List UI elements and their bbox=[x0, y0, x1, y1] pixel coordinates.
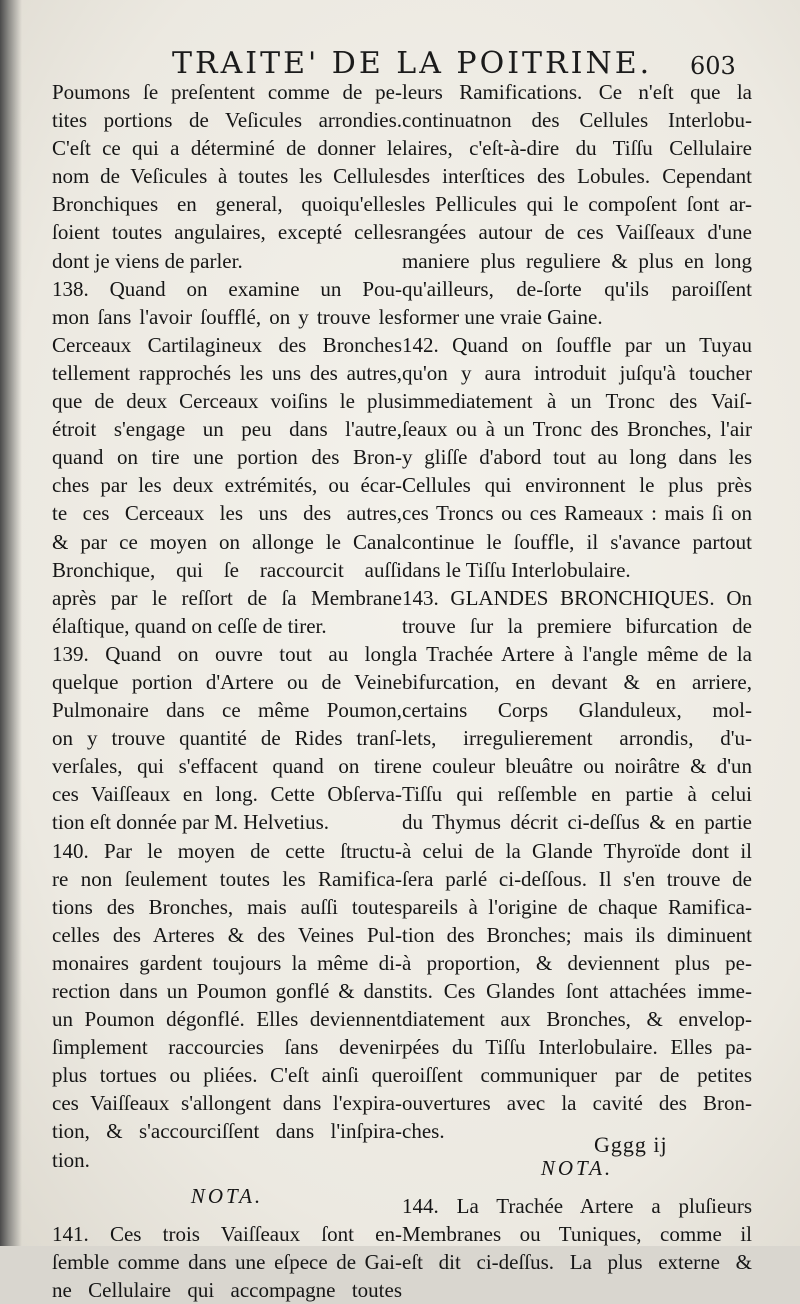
text-line: ſera parlé ci-deſſous. Il s'en trouve de bbox=[402, 866, 752, 891]
text-line: Pulmonaire dans ce même Poumon, bbox=[52, 698, 402, 723]
text-line: à proportion, & deviennent plus pe- bbox=[402, 950, 752, 975]
text-line: laires, c'eſt-à-dire du Tiſſu Cellulaire bbox=[402, 136, 752, 161]
text-line: ces Vaiſſeaux en long. Cette Obſerva- bbox=[52, 782, 402, 807]
text-line: que de deux Cerceaux voiſins le plus bbox=[52, 389, 402, 414]
text-line: tion des Bronches; mais ils diminuent bbox=[402, 922, 752, 947]
text-line: rangées autour de ces Vaiſſeaux d'une bbox=[402, 220, 752, 245]
text-line: ſemble comme dans une eſpece de Gai- bbox=[52, 1249, 402, 1274]
text-line: re non ſeulement toutes les Ramifica- bbox=[52, 866, 402, 891]
text-line: 138. Quand on examine un Pou- bbox=[52, 276, 402, 301]
text-line: ces Troncs ou ces Rameaux : mais ſi on bbox=[402, 501, 752, 526]
text-line: ſeaux ou à un Tronc des Bronches, l'air bbox=[402, 417, 752, 442]
text-line: dont je viens de parler. bbox=[52, 248, 243, 273]
left-column-continuation bbox=[52, 1220, 402, 1304]
text-line: pareils à l'origine de chaque Ramifica- bbox=[402, 894, 752, 919]
text-line: lets, irregulierement arrondis, d'u- bbox=[402, 726, 752, 751]
left-nota-heading: NOTA. bbox=[190, 1183, 264, 1208]
text-line: certains Corps Glanduleux, mol- bbox=[402, 698, 752, 723]
text-line: bifurcation, en devant & en arriere, bbox=[402, 669, 752, 694]
right-nota-heading: NOTA. bbox=[540, 1155, 614, 1180]
show-through-text bbox=[430, 1000, 435, 1022]
text-line: former une vraie Gaine. bbox=[402, 304, 603, 329]
text-line: tion eſt donnée par M. Helvetius. bbox=[52, 810, 330, 835]
text-line: C'eſt ce qui a déterminé de donner le bbox=[52, 136, 402, 161]
text-line: 142. Quand on ſouffle par un Tuyau bbox=[402, 332, 752, 357]
text-line: qu'ailleurs, de-ſorte qu'ils paroiſſent bbox=[402, 276, 752, 301]
text-line: Bronchiques en general, quoiqu'elles bbox=[52, 192, 402, 217]
text-line: ches par les deux extrémités, ou écar- bbox=[52, 473, 402, 498]
text-line: on y trouve quantité de Rides tranſ- bbox=[52, 726, 402, 751]
text-line: Cerceaux Cartilagineux des Bronches bbox=[52, 332, 402, 357]
text-line: ſimplement raccourcies ſans devenir bbox=[52, 1035, 402, 1060]
text-line: 139. Quand on ouvre tout au long bbox=[52, 641, 402, 666]
binding-shadow bbox=[0, 0, 22, 1246]
text-line: Poumons ſe preſentent comme de pe- bbox=[52, 80, 402, 104]
text-line: trouve ſur la premiere bifurcation de bbox=[402, 613, 752, 638]
text-line: étroit s'engage un peu dans l'autre, bbox=[52, 417, 402, 442]
running-title: TRAITE' DE LA POITRINE. bbox=[172, 46, 653, 81]
text-line: Bronchique, qui ſe raccourcit auſſi bbox=[52, 557, 402, 582]
text-line: continue le ſouffle, il s'avance partout bbox=[402, 529, 752, 554]
left-column-text bbox=[52, 78, 402, 1174]
left-column bbox=[52, 78, 402, 1304]
text-line: celles des Arteres & des Veines Pul- bbox=[52, 922, 402, 947]
text-line: diatement aux Bronches, & envelop- bbox=[402, 1007, 752, 1032]
text-line: mon ſans l'avoir ſoufflé, on y trouve les bbox=[52, 304, 402, 329]
text-line: tion. bbox=[52, 1147, 90, 1172]
text-line: qu'on y aura introduit juſqu'à toucher bbox=[402, 360, 752, 385]
text-line: tions des Bronches, mais auſſi toutes bbox=[52, 894, 402, 919]
signature-mark: Gggg ij bbox=[594, 1132, 668, 1157]
text-line: pées du Tiſſu Interlobulaire. Elles pa- bbox=[402, 1035, 752, 1060]
text-line: ne Cellulaire qui accompagne toutes bbox=[52, 1277, 402, 1302]
text-line: 143. GLANDES BRONCHIQUES. On bbox=[402, 585, 752, 610]
text-line: & par ce moyen on allonge le Canal bbox=[52, 529, 402, 554]
right-column-text bbox=[402, 78, 752, 1146]
text-line: Tiſſu qui reſſemble en partie à celui bbox=[402, 782, 752, 807]
text-line: immediatement à un Tronc des Vaiſ- bbox=[402, 389, 752, 414]
text-line: quelque portion d'Artere ou de Veine bbox=[52, 669, 402, 694]
text-line: la Trachée Artere à l'angle même de la bbox=[402, 641, 752, 666]
text-line: tites portions de Veſicules arrondies. bbox=[52, 108, 402, 133]
text-line: rection dans un Poumon gonflé & dans bbox=[52, 979, 402, 1003]
text-line: 141. Ces trois Vaiſſeaux ſont en- bbox=[52, 1221, 402, 1246]
text-line: Membranes ou Tuniques, comme il bbox=[402, 1221, 752, 1246]
text-line: continuatnon des Cellules Interlobu- bbox=[402, 108, 752, 133]
text-line: monaires gardent toujours la même di- bbox=[52, 950, 402, 975]
text-line: ces Vaiſſeaux s'allongent dans l'expira- bbox=[52, 1091, 402, 1116]
text-line: un Poumon dégonflé. Elles deviennent bbox=[52, 1007, 402, 1032]
text-line: tits. Ces Glandes ſont attachées imme- bbox=[402, 979, 752, 1003]
text-line: après par le reſſort de ſa Membrane bbox=[52, 585, 402, 610]
text-line: Cellules qui environnent le plus près bbox=[402, 473, 752, 498]
text-line: des interſtices des Lobules. Cependant bbox=[402, 164, 752, 189]
text-line: les Pellicules qui le compoſent ſont ar- bbox=[402, 192, 752, 217]
text-line: quand on tire une portion des Bron- bbox=[52, 445, 402, 470]
text-line: ſoient toutes angulaires, excepté celles bbox=[52, 220, 402, 245]
text-line: tion, & s'accourciſſent dans l'inſpira- bbox=[52, 1119, 402, 1144]
text-line: roiſſent communiquer par de petites bbox=[402, 1063, 752, 1088]
text-line: maniere plus reguliere & plus en long bbox=[402, 248, 752, 273]
text-line: tellement rapprochés les uns des autres, bbox=[52, 360, 402, 385]
page-number: 603 bbox=[690, 52, 736, 80]
text-line: leurs Ramifications. Ce n'eſt que la bbox=[402, 80, 752, 104]
text-line: ches. bbox=[402, 1119, 445, 1144]
text-line: ne couleur bleuâtre ou noirâtre & d'un bbox=[402, 754, 752, 779]
text-line: 140. Par le moyen de cette ſtructu- bbox=[52, 838, 402, 863]
text-line: du Thymus décrit ci-deſſus & en partie bbox=[402, 810, 752, 835]
right-column bbox=[402, 78, 752, 1276]
text-line: te ces Cerceaux les uns des autres, bbox=[52, 501, 402, 526]
text-line: y gliſſe d'abord tout au long dans les bbox=[402, 445, 752, 470]
text-line: plus tortues ou pliées. C'eſt ainſi que bbox=[52, 1063, 402, 1088]
text-line: verſales, qui s'effacent quand on tire bbox=[52, 754, 402, 779]
text-line: à celui de la Glande Thyroïde dont il bbox=[402, 838, 752, 863]
text-line: eſt dit ci-deſſus. La plus externe & bbox=[402, 1249, 752, 1274]
text-line: dans le Tiſſu Interlobulaire. bbox=[402, 557, 631, 582]
right-column-continuation bbox=[402, 1192, 752, 1276]
text-line: élaſtique, quand on ceſſe de tirer. bbox=[52, 613, 327, 638]
text-line: ouvertures avec la cavité des Bron- bbox=[402, 1091, 752, 1116]
text-line: 144. La Trachée Artere a pluſieurs bbox=[402, 1193, 752, 1218]
text-line: nom de Veſicules à toutes les Cellules bbox=[52, 164, 402, 189]
